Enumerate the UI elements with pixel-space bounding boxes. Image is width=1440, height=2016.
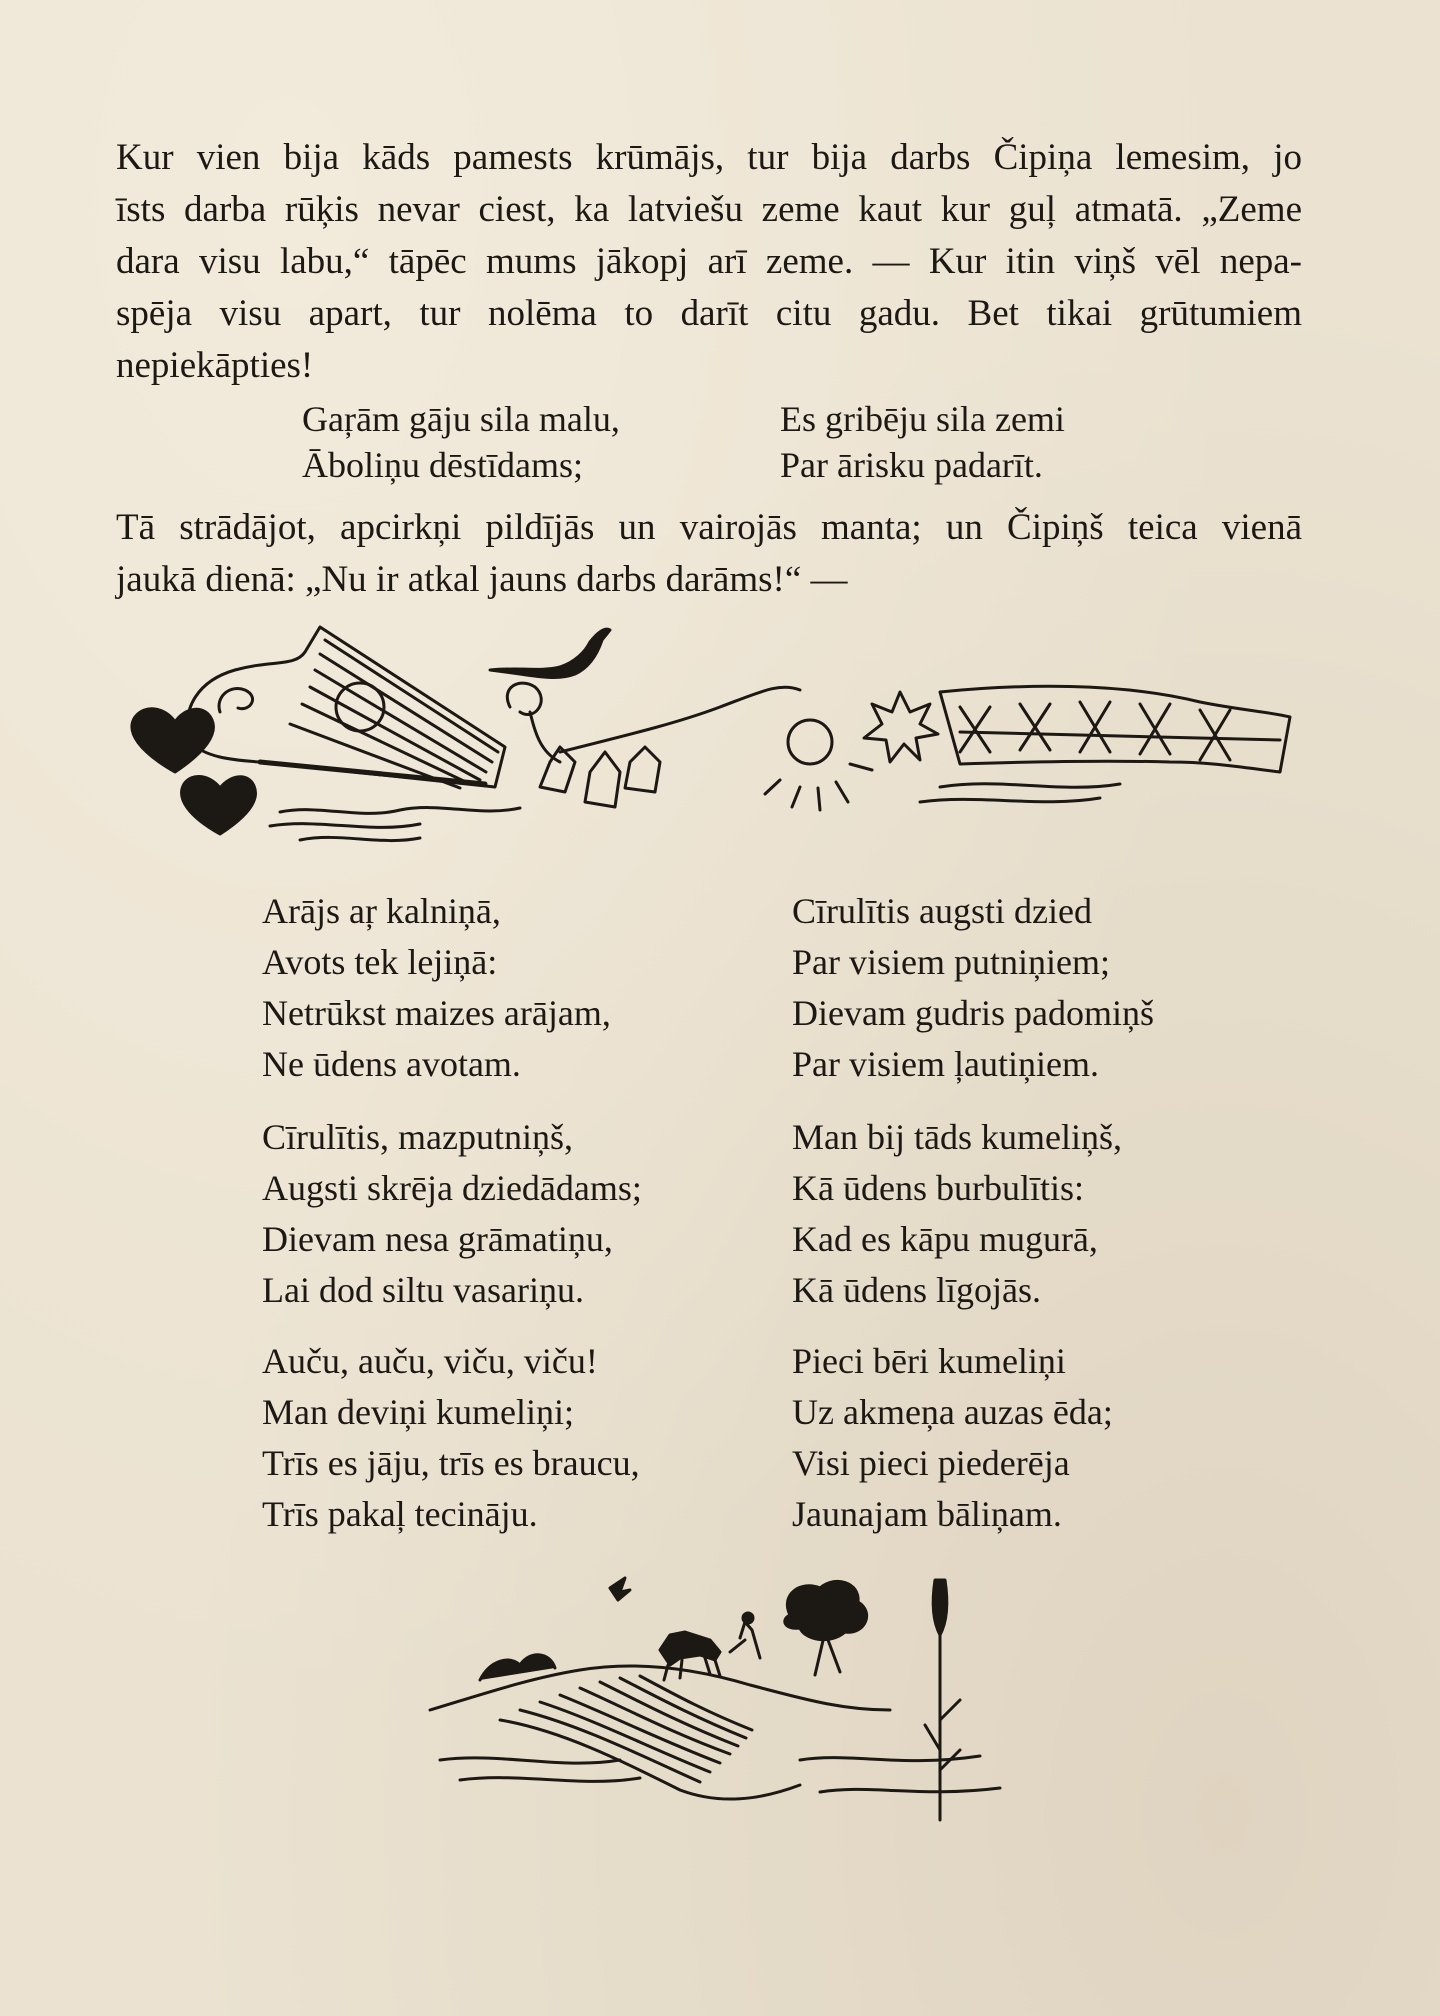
small-bird-icon [610,1578,630,1600]
bells-icon [540,687,800,807]
intro-line: dara visu labu,“ tāpēc mums jākopj arī zeme. — Kur itin viņš vēl nepa- [116,241,1302,282]
song-line: Jaunajam bāliņam. [792,1494,1062,1534]
heart-icon [132,709,213,772]
song-line: Ne ūdens avotam. [262,1044,521,1084]
heart-icon [182,776,256,834]
verse-line: Es gribēju sila zemi [780,399,1065,439]
song-line: Arājs aŗ kalniņā, [262,891,501,931]
song-line: Cīrulītis, mazputniņš, [262,1117,573,1157]
intro-line: spēja visu apart, tur nolēma to darīt citu gadu. Bet tikai grūtumiem [116,293,1302,334]
song-line: Par visiem ļautiņiem. [792,1044,1099,1084]
landscape-vignette [420,1560,1020,1850]
song-line: Avots tek lejiņā: [262,942,498,982]
song-stanza [792,886,1154,1090]
song-line: Man bij tāds kumeliņš, [792,1117,1122,1157]
song-line: Kā ūdens līgojās. [792,1270,1041,1310]
sun-icon [765,692,938,810]
intro-line: nepiekāpties! [116,345,314,386]
song-line: Par visiem putniņiem; [792,942,1110,982]
song-line: Visi pieci piederēja [792,1443,1070,1483]
verse-line: Āboliņu dēstīdams; [302,445,583,485]
continuation-line: jaukā dienā: „Nu ir atkal jauns darbs darāms!“ — [116,559,848,600]
song-stanza [262,1336,640,1540]
song-stanza [792,1336,1113,1540]
bird-icon [490,629,610,762]
reed-icon [925,1580,960,1820]
verse-top-right [780,396,1065,488]
song-line: Trīs es jāju, trīs es braucu, [262,1443,640,1483]
song-line: Lai dod siltu vasariņu. [262,1270,584,1310]
song-line: Netrūkst maizes arājam, [262,993,611,1033]
song-line: Pieci bēri kumeliņi [792,1341,1066,1381]
waves-icon [270,808,520,841]
song-stanza [262,1112,642,1316]
song-stanza [262,886,611,1090]
kokle-icon [187,627,505,788]
woven-belt-icon [940,686,1290,772]
intro-paragraph [116,132,1302,392]
intro-line: īsts darba rūķis nevar ciest, ka latviešu zeme kaut kur guļ atmatā. „Zeme [116,189,1302,230]
continuation-paragraph [116,502,1302,606]
song-line: Dievam nesa grāmatiņu, [262,1219,613,1259]
song-line: Trīs pakaļ tecināju. [262,1494,538,1534]
waves-icon [920,784,1120,802]
song-line: Cīrulītis augsti dzied [792,891,1092,931]
song-line: Kā ūdens burbulītis: [792,1168,1084,1208]
verse-line: Par ārisku padarīt. [780,445,1043,485]
ornament-illustration [120,612,1300,852]
intro-line: Kur vien bija kāds pamests krūmājs, tur bija darbs Čipiņa lemesim, jo [116,137,1302,178]
song-line: Kad es kāpu mugurā, [792,1219,1098,1259]
verse-top-left [302,396,620,488]
song-line: Man deviņi kumeliņi; [262,1392,574,1432]
verse-line: Gaŗām gāju sila malu, [302,399,620,439]
tree-icon [785,1581,867,1675]
song-stanza [792,1112,1122,1316]
continuation-line: Tā strādājot, apcirkņi pildījās un vairojās manta; un Čipiņš teica vienā [116,507,1302,548]
song-line: Auču, auču, viču, viču! [262,1341,598,1381]
song-line: Dievam gudris padomiņš [792,993,1154,1033]
song-line: Uz akmeņa auzas ēda; [792,1392,1113,1432]
song-line: Augsti skrēja dziedādams; [262,1168,642,1208]
